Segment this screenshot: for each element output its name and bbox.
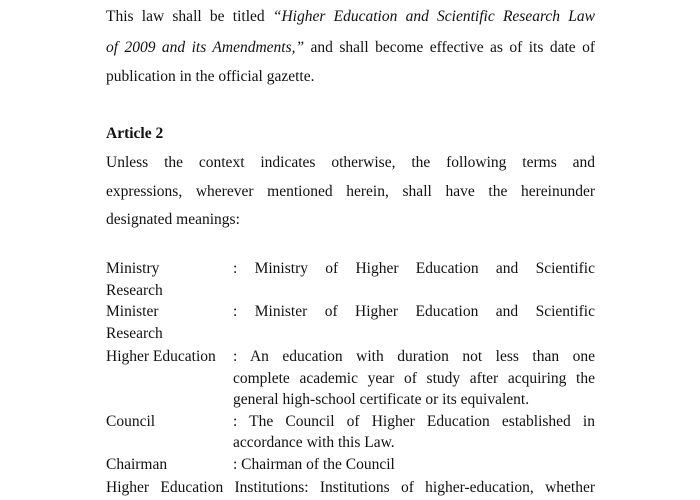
definition-text-higher-education-2: complete academic year of study after acquiring the (233, 370, 595, 387)
article2-intro-line-1: Unless the context indicates otherwise, the following terms and (106, 154, 595, 171)
definition-term-ministry: Ministry (106, 260, 160, 277)
definition-text-minister: : Minister of Higher Education and Scientific (233, 303, 595, 320)
law-title-part-1: “Higher Education and Scientific Research Law (272, 8, 595, 25)
article1-line-2-suffix: and shall become effective as of its date of (304, 39, 595, 56)
definition-text-council-1: : The Council of Higher Education established in (233, 413, 595, 430)
definition-text-higher-education-1: : An education with duration not less than one (233, 348, 595, 365)
definition-term-chairman: Chairman (106, 456, 168, 473)
definition-text-higher-education-3: general high-school certificate or its equivalent. (233, 391, 530, 408)
article1-line-1-prefix: This law shall be titled (106, 8, 273, 25)
definition-term-council: Council (106, 413, 156, 430)
definition-term-ministry-cont: Research (106, 282, 163, 299)
definition-term-higher-education: Higher Education (106, 348, 216, 365)
article1-line-2 (106, 37, 595, 59)
article1-line-1 (106, 6, 595, 28)
definition-higher-education-institutions: Higher Education Institutions: Institutions of higher-education, whether (106, 479, 595, 496)
article2-heading: Article 2 (106, 125, 164, 142)
definition-term-minister: Minister (106, 303, 159, 320)
law-title-part-2: of 2009 and its Amendments,” (106, 39, 305, 56)
article2-intro-line-3: designated meanings: (106, 211, 240, 228)
definition-text-chairman: : Chairman of the Council (233, 456, 395, 473)
article1-line-3: publication in the official gazette. (106, 68, 315, 85)
definition-term-minister-cont: Research (106, 325, 163, 342)
definition-text-ministry: : Ministry of Higher Education and Scientific (233, 260, 595, 277)
article2-intro-line-2: expressions, wherever mentioned herein, shall have the hereinunder (106, 183, 595, 200)
definition-text-council-2: accordance with this Law. (233, 434, 395, 451)
